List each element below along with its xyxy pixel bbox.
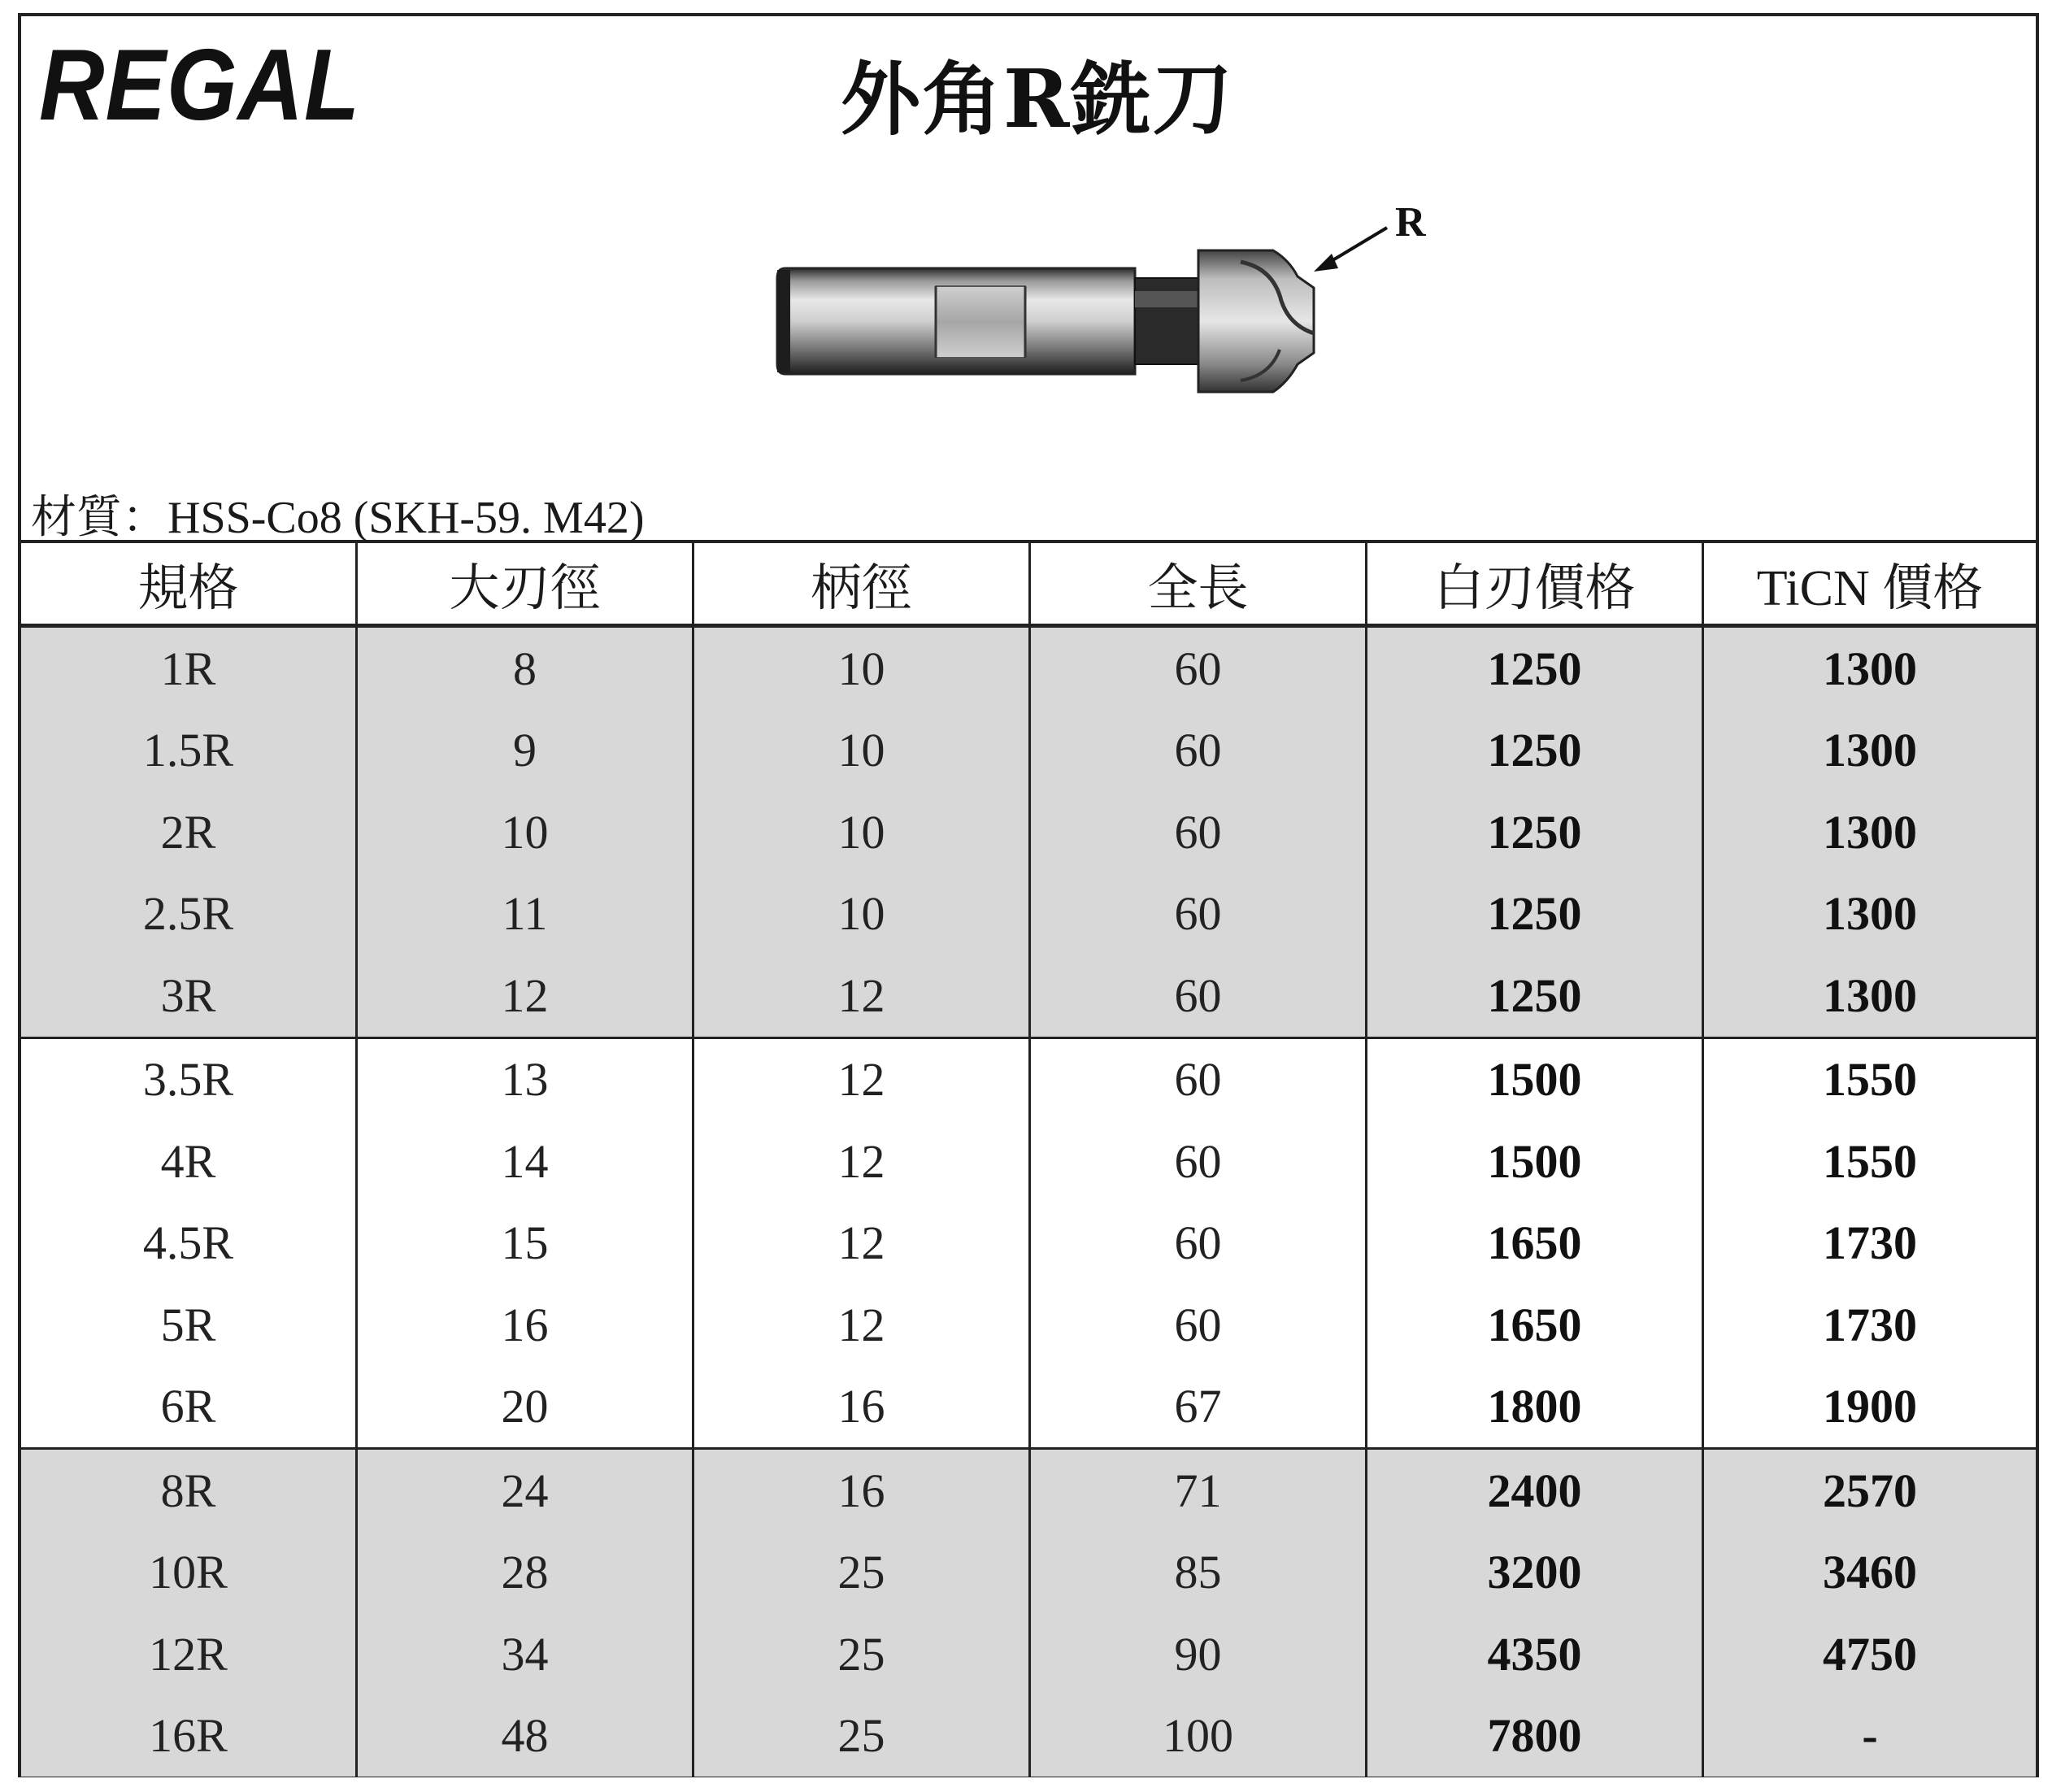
- table-cell-price: 1550: [1823, 1053, 1917, 1107]
- table-cell-price: 1300: [1823, 968, 1917, 1022]
- header-ticn-price: TiCN 價格: [1704, 543, 2036, 628]
- table-cell: 16: [694, 1366, 1031, 1448]
- table-cell: 1.5R: [21, 710, 358, 792]
- table-cell-price: 1250: [1367, 628, 1704, 710]
- table-cell: 12: [694, 1039, 1031, 1121]
- row-group-1: [21, 628, 2036, 1039]
- table-cell: 71: [1031, 1450, 1367, 1532]
- table-cell-price: 1300: [1823, 805, 1917, 859]
- table-cell: 90: [1031, 1613, 1367, 1695]
- table-cell-price: 3460: [1823, 1546, 1917, 1599]
- table-cell: 12: [694, 1120, 1031, 1203]
- table-cell: 16: [358, 1284, 694, 1366]
- table-cell: 4R: [21, 1120, 358, 1203]
- table-cell-price: 7800: [1367, 1695, 1704, 1777]
- table-cell: 12: [694, 1284, 1031, 1366]
- radius-label: R: [1395, 199, 1426, 246]
- table-cell: 16: [694, 1450, 1031, 1532]
- table-cell-price: 3200: [1367, 1532, 1704, 1614]
- table-cell: 5R: [21, 1284, 358, 1366]
- table-cell: 25: [694, 1613, 1031, 1695]
- table-cell-price: 1650: [1367, 1203, 1704, 1285]
- row-group-3: [21, 1450, 2036, 1777]
- material-spec: 材質：HSS-Co8 (SKH-59. M42): [31, 493, 645, 543]
- table-cell: 100: [1031, 1695, 1367, 1777]
- table-cell: 12: [694, 955, 1031, 1037]
- table-header-row: [21, 543, 2036, 628]
- table-cell: 8R: [21, 1450, 358, 1532]
- table-cell-price: 1650: [1367, 1284, 1704, 1366]
- page-title: 外角R銑刀: [841, 53, 1234, 146]
- table-cell: 3.5R: [21, 1039, 358, 1121]
- table-cell-price: 1250: [1367, 791, 1704, 873]
- table-cell: 2R: [21, 791, 358, 873]
- table-cell: 13: [358, 1039, 694, 1121]
- table-cell-price: 1300: [1823, 642, 1917, 695]
- table-cell: 60: [1031, 1284, 1367, 1366]
- table-cell: 60: [1031, 628, 1367, 710]
- table-cell: 60: [1031, 1120, 1367, 1203]
- header-overall-length: 全長: [1031, 543, 1367, 628]
- header-cutter-diameter: 大刃徑: [358, 543, 694, 628]
- table-cell: 1R: [21, 628, 358, 710]
- price-table: [21, 543, 2036, 1777]
- table-cell: 12: [694, 1203, 1031, 1285]
- catalog-sheet: [18, 13, 2039, 1777]
- table-cell: 25: [694, 1532, 1031, 1614]
- table-cell: 6R: [21, 1366, 358, 1448]
- table-cell-price: 1800: [1367, 1366, 1704, 1448]
- table-cell: 60: [1031, 1039, 1367, 1121]
- table-cell: 12: [358, 955, 694, 1037]
- table-cell-price: 1500: [1367, 1039, 1704, 1121]
- table-cell: 14: [358, 1120, 694, 1203]
- table-cell-price: 1550: [1823, 1134, 1917, 1188]
- header-spec: 規格: [21, 543, 358, 628]
- table-cell-price: 4350: [1367, 1613, 1704, 1695]
- table-cell-price: -: [1862, 1709, 1878, 1763]
- table-cell: 67: [1031, 1366, 1367, 1448]
- table-cell: 10: [358, 791, 694, 873]
- table-cell: 10: [694, 791, 1031, 873]
- table-cell: 60: [1031, 955, 1367, 1037]
- table-cell: 10R: [21, 1532, 358, 1614]
- table-cell-price: 1250: [1367, 873, 1704, 955]
- table-cell-price: 1900: [1823, 1380, 1917, 1433]
- table-cell: 25: [694, 1695, 1031, 1777]
- header-uncoated-price: 白刃價格: [1367, 543, 1704, 628]
- table-cell: 2.5R: [21, 873, 358, 955]
- brand-logo: REGAL: [39, 29, 361, 141]
- table-cell-price: 1250: [1367, 955, 1704, 1037]
- table-cell: 10: [694, 873, 1031, 955]
- table-cell: 60: [1031, 791, 1367, 873]
- table-cell: 60: [1031, 873, 1367, 955]
- table-cell: 3R: [21, 955, 358, 1037]
- table-cell: 11: [358, 873, 694, 955]
- table-cell-price: 1300: [1823, 887, 1917, 941]
- table-cell: 60: [1031, 1203, 1367, 1285]
- table-cell: 20: [358, 1366, 694, 1448]
- table-cell: 24: [358, 1450, 694, 1532]
- table-cell: 60: [1031, 710, 1367, 792]
- table-cell: 10: [694, 628, 1031, 710]
- table-cell: 4.5R: [21, 1203, 358, 1285]
- table-cell: 15: [358, 1203, 694, 1285]
- corner-rounding-end-mill-illustration: [753, 187, 1428, 431]
- table-cell: 8: [358, 628, 694, 710]
- table-cell-price: 1730: [1823, 1298, 1917, 1351]
- table-cell: 10: [694, 710, 1031, 792]
- table-cell-price: 4750: [1823, 1627, 1917, 1681]
- table-cell-price: 1300: [1823, 724, 1917, 777]
- table-cell-price: 1500: [1367, 1120, 1704, 1203]
- table-cell: 85: [1031, 1532, 1367, 1614]
- table-cell-price: 2400: [1367, 1450, 1704, 1532]
- header: [21, 16, 2036, 543]
- table-cell-price: 1250: [1367, 710, 1704, 792]
- table-cell-price: 2570: [1823, 1464, 1917, 1517]
- table-cell: 9: [358, 710, 694, 792]
- table-cell-price: 1730: [1823, 1216, 1917, 1270]
- row-group-2: [21, 1039, 2036, 1451]
- table-cell: 28: [358, 1532, 694, 1614]
- table-cell: 12R: [21, 1613, 358, 1695]
- table-cell: 16R: [21, 1695, 358, 1777]
- table-cell: 48: [358, 1695, 694, 1777]
- header-shank-diameter: 柄徑: [694, 543, 1031, 628]
- table-cell: 34: [358, 1613, 694, 1695]
